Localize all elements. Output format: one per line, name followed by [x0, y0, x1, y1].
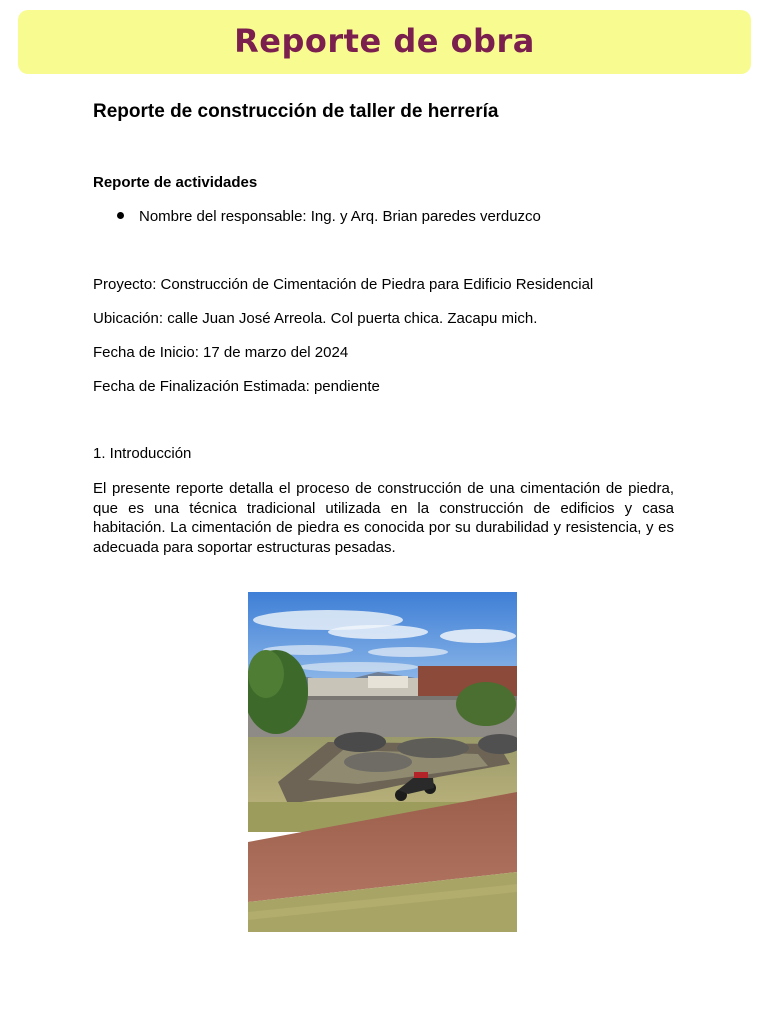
list-item — [117, 208, 541, 226]
header-banner — [18, 10, 751, 74]
responsible-text: Nombre del responsable: Ing. y Arq. Brian paredes verduzco — [139, 208, 541, 225]
document-title: Reporte de construcción de taller de herrería — [93, 101, 499, 122]
intro-paragraph: El presente reporte detalla el proceso de construcción de una cimentación de piedra, que es una técnica tradicional utilizada en la construcción de edificios y casa habitación. La cimentación de piedra es conocida por su durabilidad y resistencia, y es adecuada para soportar estructuras pesadas. — [93, 480, 674, 556]
start-date-line: Fecha de Inicio: 17 de marzo del 2024 — [93, 344, 349, 361]
banner-title: Reporte de obra — [234, 22, 535, 60]
location-line: Ubicación: calle Juan José Arreola. Col puerta chica. Zacapu mich. — [93, 310, 538, 327]
project-line: Proyecto: Construcción de Cimentación de Piedra para Edificio Residencial — [93, 276, 594, 293]
intro-heading: 1. Introducción — [93, 445, 192, 462]
construction-site-photo — [248, 592, 517, 932]
bullet-icon — [117, 212, 124, 219]
end-date-line: Fecha de Finalización Estimada: pendiente — [93, 378, 380, 395]
section-heading: Reporte de actividades — [93, 174, 258, 191]
